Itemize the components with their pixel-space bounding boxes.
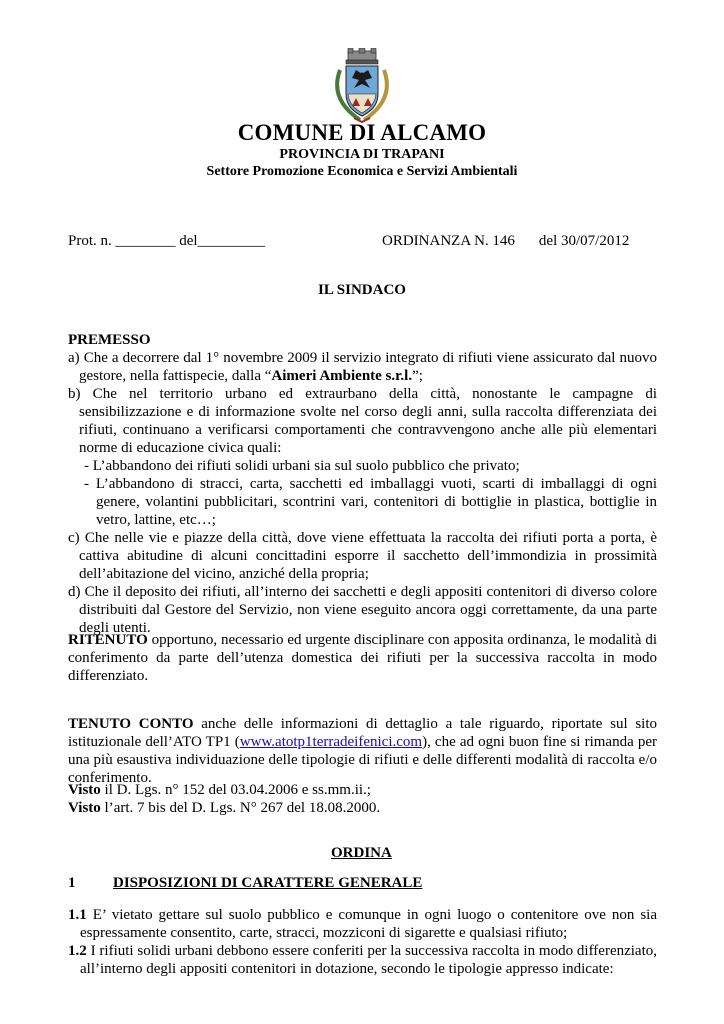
- premesso-section: [68, 331, 657, 637]
- premesso-item-b-dash-2: - L’abbandono di stracci, carta, sacchetti ed imballaggi vuoti, scarti di imballaggi di ogni genere, volantini pubblicitari, scontrini vari, contenitori di bottiglie in plastica, bottiglie in vetro, lattine, etc…;: [84, 476, 657, 528]
- section-number: 1: [68, 875, 76, 891]
- province-label: PROVINCIA DI TRAPANI: [279, 147, 445, 162]
- clauses-section: [68, 906, 657, 978]
- premesso-item-c: c) Che nelle vie e piazze della città, dove viene effettuata la raccolta dei rifiuti porta a porta, è cattiva abitudine di alcuni concittadini esporre il sacchetto dell’immondizia in prossimità dell’abitazione del vicino, anziché della propria;: [68, 530, 657, 582]
- visto-section: [68, 781, 657, 817]
- visto-label: Visto: [68, 782, 101, 798]
- ritenuto-section: [68, 631, 657, 685]
- premesso-item-b: b) Che nel territorio urbano ed extraurbano della città, nonostante le campagne di sensibilizzazione e di informazione svolte nel corso degli anni, sulla raccolta differenziata dei rifiuti, continuano a verificarsi comportamenti che contravvengono anche alle più elementari norme di educazione civica quali:: [68, 386, 657, 456]
- tenuto-conto-text-end: ), che ad ogni buon fine si rimanda per una più esaustiva individuazione delle tipologie di rifiuti e delle differenti modalità di raccolta e/o conferimento.: [68, 734, 657, 786]
- visto-label: Visto: [68, 800, 101, 816]
- clause-text: E’ vietato gettare sul suolo pubblico e comunque in ogni luogo o contenitore ove non sia espressamente consentito, carte, stracci, mozziconi di sigarette e qualsiasi rifiuto;: [80, 907, 657, 941]
- clause-1-1: [68, 906, 657, 942]
- municipality-title: COMUNE DI ALCAMO: [237, 120, 487, 145]
- ordinance-number: [382, 232, 629, 250]
- section-1-heading: [68, 875, 422, 892]
- premesso-item-a-text: a) Che a decorrere dal 1° novembre 2009 il servizio integrato di rifiuti viene assicurato dal nuovo gestore, nella fattispecie, dalla “: [68, 350, 657, 384]
- municipal-coat-of-arms-icon: [332, 48, 392, 124]
- mayor-heading: IL SINDACO: [318, 282, 406, 298]
- company-name: Aimeri Ambiente s.r.l.: [271, 368, 413, 384]
- visto-line-1: [68, 781, 657, 799]
- ordinance-label: ORDINANZA N. 146: [382, 233, 515, 249]
- clause-number: 1.2: [68, 943, 87, 959]
- clause-1-2: [68, 942, 657, 978]
- tenuto-conto-text: anche delle informazioni di dettaglio a tale riguardo, riportate sul sito istituzionale dell’ATO TP1 (: [68, 716, 657, 750]
- ritenuto-label: RITENUTO: [68, 632, 148, 648]
- premesso-item-b-dash-1: - L’abbandono dei rifiuti solidi urbani sia sul suolo pubblico che privato;: [84, 458, 520, 474]
- ordina-heading: ORDINA: [331, 845, 392, 861]
- premesso-heading: PREMESSO: [68, 332, 151, 348]
- premesso-item-a: [68, 349, 657, 385]
- section-title: DISPOSIZIONI DI CARATTERE GENERALE: [113, 875, 423, 891]
- clause-text: I rifiuti solidi urbani debbono essere conferiti per la successiva raccolta in modo differenziato, all’interno degli appositi contenitori in dotazione, secondo le tipologie appresso indicate:: [80, 943, 657, 977]
- clause-number: 1.1: [68, 907, 87, 923]
- visto-text: il D. Lgs. n° 152 del 03.04.2006 e ss.mm.ii.;: [100, 782, 371, 798]
- ordinance-date: del 30/07/2012: [538, 233, 630, 249]
- tenuto-conto-section: [68, 715, 657, 787]
- premesso-item-d: d) Che il deposito dei rifiuti, all’interno dei sacchetti e degli appositi contenitori di diverso colore distribuiti dal Gestore del Servizio, non viene eseguito ancora oggi correttamente, da una parte degli utenti.: [68, 584, 657, 636]
- ritenuto-text: opportuno, necessario ed urgente disciplinare con apposita ordinanza, le modalità di conferimento da parte dell’utenza domestica dei rifiuti per la successiva raccolta in modo differenziato.: [68, 632, 657, 684]
- visto-line-2: [68, 799, 657, 817]
- tenuto-conto-label: TENUTO CONTO: [68, 716, 194, 732]
- department-label: Settore Promozione Economica e Servizi Ambientali: [206, 164, 518, 179]
- premesso-item-a-end: ”;: [412, 368, 423, 384]
- visto-text: l’art. 7 bis del D. Lgs. N° 267 del 18.08.2000.: [100, 800, 381, 816]
- protocol-number: Prot. n. ________ del_________: [68, 233, 266, 249]
- ato-website-link[interactable]: www.atotp1terradeifenici.com: [239, 734, 423, 750]
